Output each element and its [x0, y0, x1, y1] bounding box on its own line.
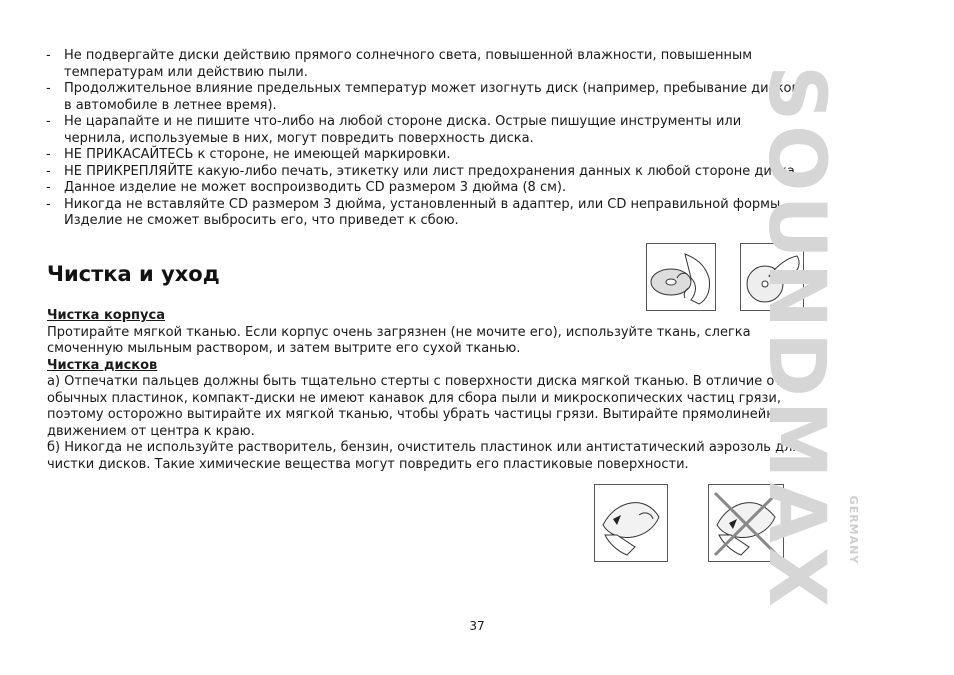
bullet-text: Не царапайте и не пишите что-либо на любой стороне диска. Острые пишущие инструменты или чернила, используемые в них, могут повредить поверхность диска. — [64, 114, 742, 146]
list-item: - НЕ ПРИКРЕПЛЯЙТЕ какую-либо печать, этикетку или лист предохранения данных к любой стороне диска. — [46, 163, 799, 179]
bullet-text: Не подвергайте диски действию прямого солнечного света, повышенной влажности, повышенным температурам или действию пыли. — [64, 48, 753, 80]
list-item: - Продолжительное влияние предельных температур может изогнуть диск (например, пребывание дисков в автомобиле в летнее время). — [46, 81, 800, 113]
disc-holding-illustration — [646, 243, 716, 311]
list-item: - Никогда не вставляйте CD размером 3 дюйма, установленный в адаптер, или CD неправильной формы. Изделие не сможет выбросить его, что приведет к сбою. — [46, 196, 785, 228]
bullet-text: Данное изделие не может воспроизводить CD размером 3 дюйма (8 см). — [64, 180, 567, 195]
cloth-wiping-icon — [595, 485, 667, 561]
bullet-text: Продолжительное влияние предельных температур может изогнуть диск (например, пребывание дисков в автомобиле в летнее время). — [64, 81, 800, 113]
correct-wiping-illustration — [594, 484, 668, 562]
section-heading: Чистка и уход — [47, 262, 220, 286]
disc-cleaning-title: Чистка дисков — [47, 357, 158, 373]
list-item: - НЕ ПРИКАСАЙТЕСЬ к стороне, не имеющей маркировки. — [46, 147, 451, 162]
body-cleaning-section — [47, 308, 817, 473]
brand-tagline: GERMANY — [847, 495, 860, 565]
body-cleaning-title: Чистка корпуса — [47, 308, 165, 323]
brand-name: SOUNDMAX — [751, 65, 841, 611]
bullet-text: НЕ ПРИКАСАЙТЕСЬ к стороне, не имеющей маркировки. — [64, 147, 451, 162]
hand-holding-disc-icon — [647, 244, 715, 310]
bullet-text: НЕ ПРИКРЕПЛЯЙТЕ какую-либо печать, этикетку или лист предохранения данных к любой стороне диска. — [64, 163, 799, 179]
body-cleaning-text: Протирайте мягкой тканью. Если корпус очень загрязнен (не мочите его), используйте ткань, слегка смоченную мыльным раствором, и затем вытрите его сухой тканью. — [47, 324, 751, 356]
bullet-text: Никогда не вставляйте CD размером 3 дюйма, установленный в адаптер, или CD неправильной формы. Изделие не сможет выбросить его, что приведет к сбою. — [64, 196, 785, 228]
disc-cleaning-para-b: б) Никогда не используйте растворитель, бензин, очиститель пластинок или антистатический аэрозоль для чистки дисков. Такие химические вещества могут повредить его пластиковые поверхности. — [47, 440, 801, 472]
precautions-list — [46, 48, 806, 230]
list-item: - Не подвергайте диски действию прямого солнечного света, повышенной влажности, повышенным температурам или действию пыли. — [46, 48, 753, 80]
disc-cleaning-para-a: а) Отпечатки пальцев должны быть тщательно стерты с поверхности диска мягкой тканью. В отличие от обычных пластинок, компакт-диски не имеют канавок для сбора пыли и микроскопических частиц грязи, поэтому осторожно вытирайте их мягкой тканью, чтобы убрать частицы грязи. Вытирайте прямолинейным движением от центра к краю. — [47, 374, 795, 439]
brand-logo — [741, 58, 851, 618]
page-number: 37 — [469, 619, 485, 633]
list-item: - Не царапайте и не пишите что-либо на любой стороне диска. Острые пишущие инструменты или чернила, используемые в них, могут повредить поверхность диска. — [46, 114, 742, 146]
list-item: - Данное изделие не может воспроизводить CD размером 3 дюйма (8 см). — [46, 180, 567, 195]
